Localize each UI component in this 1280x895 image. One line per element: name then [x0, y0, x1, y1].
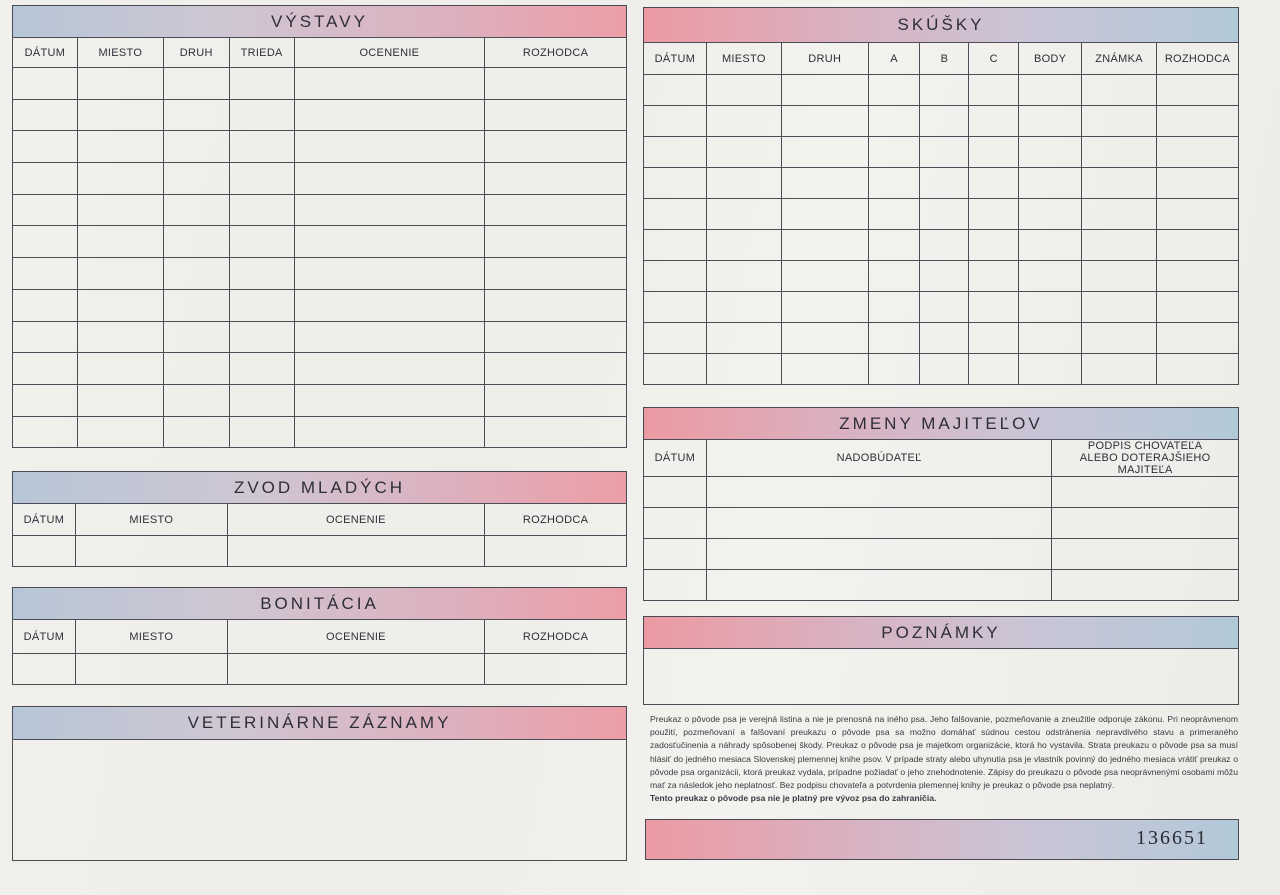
skusky-cell[interactable] — [781, 230, 868, 261]
table-row — [13, 68, 627, 100]
vystavy-cell[interactable] — [485, 131, 627, 163]
skusky-cell[interactable] — [1156, 137, 1238, 168]
vystavy-cell[interactable] — [229, 226, 294, 258]
skusky-cell[interactable] — [969, 292, 1019, 323]
vystavy-cell[interactable] — [163, 68, 229, 100]
skusky-cell[interactable] — [706, 230, 781, 261]
vystavy-cell[interactable] — [77, 99, 163, 131]
table-row — [644, 199, 1239, 230]
poznamky-section — [643, 616, 1239, 705]
skusky-cell[interactable] — [644, 199, 707, 230]
table-row — [13, 163, 627, 195]
zmeny-cell[interactable] — [706, 477, 1051, 508]
zmeny-cell[interactable] — [706, 508, 1051, 539]
table-row — [644, 539, 1239, 570]
vystavy-cell[interactable] — [229, 289, 294, 321]
veterinarne-box — [12, 739, 627, 861]
vystavy-cell[interactable] — [13, 131, 78, 163]
vystavy-header-4: OCENENIE — [294, 38, 485, 68]
zmeny-cell[interactable] — [644, 477, 707, 508]
skusky-cell[interactable] — [920, 168, 969, 199]
bonitacia-cell[interactable] — [227, 654, 485, 685]
skusky-cell[interactable] — [644, 354, 707, 385]
vystavy-cell[interactable] — [77, 353, 163, 385]
skusky-cell[interactable] — [1082, 230, 1157, 261]
skusky-cell[interactable] — [1019, 106, 1082, 137]
table-row — [644, 323, 1239, 354]
vystavy-cell[interactable] — [163, 226, 229, 258]
skusky-cell[interactable] — [1019, 354, 1082, 385]
skusky-cell[interactable] — [969, 137, 1019, 168]
bonitacia-header-2: OCENENIE — [227, 620, 485, 654]
table-row — [13, 384, 627, 416]
bonitacia-cell[interactable] — [75, 654, 227, 685]
skusky-cell[interactable] — [920, 323, 969, 354]
serial-number: 136651 — [1136, 827, 1208, 849]
vystavy-header-1: MIESTO — [77, 38, 163, 68]
vystavy-cell[interactable] — [294, 163, 485, 195]
skusky-cell[interactable] — [644, 230, 707, 261]
skusky-cell[interactable] — [920, 75, 969, 106]
skusky-cell[interactable] — [969, 230, 1019, 261]
vystavy-cell[interactable] — [294, 321, 485, 353]
skusky-cell[interactable] — [781, 106, 868, 137]
zmeny-cell[interactable] — [644, 508, 707, 539]
skusky-cell[interactable] — [1082, 354, 1157, 385]
table-row — [644, 230, 1239, 261]
skusky-cell[interactable] — [868, 199, 920, 230]
table-row — [13, 416, 627, 448]
skusky-cell[interactable] — [781, 323, 868, 354]
skusky-cell[interactable] — [868, 230, 920, 261]
skusky-header-5: C — [969, 43, 1019, 75]
vystavy-cell[interactable] — [13, 68, 78, 100]
vystavy-section — [12, 5, 627, 448]
zmeny-header-0: DÁTUM — [644, 440, 707, 477]
table-row — [13, 289, 627, 321]
zvod-cell[interactable] — [13, 536, 76, 567]
skusky-cell[interactable] — [868, 261, 920, 292]
poznamky-title: POZNÁMKY — [643, 616, 1239, 649]
skusky-header-6: BODY — [1019, 43, 1082, 75]
skusky-cell[interactable] — [1082, 261, 1157, 292]
skusky-cell[interactable] — [644, 75, 707, 106]
bonitacia-cell[interactable] — [485, 654, 627, 685]
skusky-cell[interactable] — [920, 354, 969, 385]
skusky-cell[interactable] — [706, 199, 781, 230]
skusky-cell[interactable] — [868, 106, 920, 137]
skusky-cell[interactable] — [920, 137, 969, 168]
skusky-cell[interactable] — [920, 106, 969, 137]
vystavy-cell[interactable] — [294, 384, 485, 416]
table-row — [644, 261, 1239, 292]
table-row — [644, 106, 1239, 137]
vystavy-cell[interactable] — [13, 99, 78, 131]
vystavy-header-0: DÁTUM — [13, 38, 78, 68]
vystavy-cell[interactable] — [294, 131, 485, 163]
vystavy-cell[interactable] — [229, 163, 294, 195]
table-row — [644, 570, 1239, 601]
zmeny-header-2: PODPIS CHOVATEĽA ALEBO DOTERAJŠIEHO MAJITEĽA — [1052, 440, 1239, 477]
skusky-cell[interactable] — [969, 75, 1019, 106]
table-row — [13, 654, 627, 685]
skusky-header-8: ROZHODCA — [1156, 43, 1238, 75]
vystavy-cell[interactable] — [229, 258, 294, 290]
skusky-cell[interactable] — [969, 106, 1019, 137]
vystavy-cell[interactable] — [229, 131, 294, 163]
skusky-cell[interactable] — [706, 137, 781, 168]
veterinarne-title: VETERINÁRNE ZÁZNAMY — [12, 706, 627, 740]
skusky-cell[interactable] — [644, 323, 707, 354]
table-row — [644, 477, 1239, 508]
vystavy-cell[interactable] — [485, 163, 627, 195]
skusky-header-1: MIESTO — [706, 43, 781, 75]
skusky-header-2: DRUH — [781, 43, 868, 75]
skusky-cell[interactable] — [781, 137, 868, 168]
table-row — [13, 226, 627, 258]
zvod-section — [12, 471, 627, 567]
zvod-header-3: ROZHODCA — [485, 504, 627, 536]
vystavy-cell[interactable] — [163, 384, 229, 416]
table-row — [13, 258, 627, 290]
legal-text: Preukaz o pôvode psa je verejná listina a nie je prenosná na iného psa. Jeho falšovanie, pozmeňovanie a zneužitie odporuje zákonu. Pri neoprávnenom použití, pozmeňovaní a falšovaní preukazu o pôvode psa sa možno domáhať súdnou cestou odstránenia nepravdivého stavu a primeraného zadosťučinenia a náhrady spôsobenej škody. Preukaz o pôvode psa je majetkom organizácie, ktorá ho vystavila. Strata preukazu o pôvode psa sa musí hlásiť do jedného mesiaca Slovenskej plemennej knihe psov. V prípade straty alebo uhynutia psa je vlastník povinný do jedného mesiaca vrátiť preukaz o pôvode psa organizácii, ktorá preukaz vydala, prípadne požiadať o jeho znehodnotenie. Zápisy do preukazu o pôvode psa neoprávnenými osobami môžu mať za následok jeho neplatnosť. Bez podpisu chovateľa a potvrdenia plemennej knihy je preukaz o pôvode psa neplatný. — [650, 714, 1238, 791]
skusky-cell[interactable] — [644, 292, 707, 323]
skusky-cell[interactable] — [644, 106, 707, 137]
skusky-cell[interactable] — [706, 168, 781, 199]
vystavy-cell[interactable] — [77, 226, 163, 258]
vystavy-cell[interactable] — [77, 194, 163, 226]
table-row — [13, 536, 627, 567]
skusky-cell[interactable] — [920, 199, 969, 230]
skusky-cell[interactable] — [781, 75, 868, 106]
skusky-cell[interactable] — [1156, 75, 1238, 106]
vystavy-cell[interactable] — [485, 99, 627, 131]
vystavy-cell[interactable] — [229, 416, 294, 448]
vystavy-cell[interactable] — [13, 289, 78, 321]
vystavy-cell[interactable] — [485, 194, 627, 226]
vystavy-cell[interactable] — [229, 68, 294, 100]
vystavy-cell[interactable] — [485, 353, 627, 385]
zmeny-section — [643, 407, 1239, 595]
zmeny-cell[interactable] — [706, 570, 1051, 601]
zvod-header-0: DÁTUM — [13, 504, 76, 536]
skusky-cell[interactable] — [1156, 354, 1238, 385]
vystavy-cell[interactable] — [485, 258, 627, 290]
bonitacia-cell[interactable] — [13, 654, 76, 685]
skusky-cell[interactable] — [781, 292, 868, 323]
legal-notice — [650, 713, 1238, 805]
vystavy-cell[interactable] — [163, 258, 229, 290]
table-row — [644, 168, 1239, 199]
skusky-cell[interactable] — [706, 354, 781, 385]
zvod-table — [12, 503, 627, 567]
vystavy-cell[interactable] — [294, 68, 485, 100]
vystavy-cell[interactable] — [229, 99, 294, 131]
vystavy-cell[interactable] — [77, 321, 163, 353]
skusky-header-3: A — [868, 43, 920, 75]
vystavy-cell[interactable] — [13, 163, 78, 195]
vystavy-cell[interactable] — [294, 289, 485, 321]
skusky-cell[interactable] — [920, 230, 969, 261]
table-row — [644, 354, 1239, 385]
zmeny-header-1: NADOBÚDATEĽ — [706, 440, 1051, 477]
vystavy-cell[interactable] — [294, 353, 485, 385]
skusky-cell[interactable] — [868, 292, 920, 323]
bonitacia-table — [12, 619, 627, 685]
skusky-table — [643, 42, 1239, 385]
skusky-cell[interactable] — [781, 261, 868, 292]
vystavy-cell[interactable] — [163, 194, 229, 226]
vystavy-cell[interactable] — [163, 321, 229, 353]
skusky-cell[interactable] — [1019, 261, 1082, 292]
poznamky-box — [643, 648, 1239, 705]
bonitacia-header-3: ROZHODCA — [485, 620, 627, 654]
zmeny-cell[interactable] — [1052, 477, 1239, 508]
bonitacia-section — [12, 587, 627, 685]
zvod-cell[interactable] — [75, 536, 227, 567]
skusky-cell[interactable] — [1019, 323, 1082, 354]
skusky-cell[interactable] — [781, 199, 868, 230]
vystavy-cell[interactable] — [485, 68, 627, 100]
skusky-cell[interactable] — [969, 261, 1019, 292]
skusky-cell[interactable] — [1082, 106, 1157, 137]
vystavy-cell[interactable] — [163, 99, 229, 131]
bonitacia-title: BONITÁCIA — [12, 587, 627, 620]
zvod-header-2: OCENENIE — [227, 504, 485, 536]
skusky-cell[interactable] — [1019, 230, 1082, 261]
table-row — [13, 194, 627, 226]
skusky-cell[interactable] — [706, 75, 781, 106]
serial-number-bar — [645, 819, 1239, 860]
vystavy-cell[interactable] — [77, 258, 163, 290]
zmeny-cell[interactable] — [1052, 570, 1239, 601]
vystavy-cell[interactable] — [485, 289, 627, 321]
zmeny-cell[interactable] — [1052, 508, 1239, 539]
skusky-cell[interactable] — [1082, 137, 1157, 168]
skusky-cell[interactable] — [1019, 199, 1082, 230]
table-row — [644, 137, 1239, 168]
vystavy-cell[interactable] — [163, 163, 229, 195]
skusky-cell[interactable] — [1019, 137, 1082, 168]
skusky-cell[interactable] — [781, 168, 868, 199]
skusky-cell[interactable] — [706, 106, 781, 137]
skusky-cell[interactable] — [1082, 75, 1157, 106]
table-row — [13, 353, 627, 385]
veterinarne-section — [12, 706, 627, 861]
vystavy-cell[interactable] — [13, 258, 78, 290]
zvod-title: ZVOD MLADÝCH — [12, 471, 627, 504]
skusky-cell[interactable] — [1156, 261, 1238, 292]
skusky-cell[interactable] — [1019, 75, 1082, 106]
skusky-cell[interactable] — [868, 75, 920, 106]
vystavy-cell[interactable] — [485, 321, 627, 353]
skusky-cell[interactable] — [781, 354, 868, 385]
table-row — [13, 99, 627, 131]
skusky-cell[interactable] — [1082, 168, 1157, 199]
vystavy-cell[interactable] — [77, 289, 163, 321]
zmeny-table — [643, 439, 1239, 601]
skusky-cell[interactable] — [706, 323, 781, 354]
vystavy-cell[interactable] — [13, 416, 78, 448]
vystavy-cell[interactable] — [77, 68, 163, 100]
skusky-cell[interactable] — [868, 323, 920, 354]
skusky-section — [643, 7, 1239, 384]
vystavy-cell[interactable] — [229, 384, 294, 416]
zvod-header-1: MIESTO — [75, 504, 227, 536]
table-row — [644, 508, 1239, 539]
skusky-cell[interactable] — [868, 168, 920, 199]
vystavy-table — [12, 37, 627, 448]
vystavy-cell[interactable] — [163, 353, 229, 385]
skusky-cell[interactable] — [1019, 292, 1082, 323]
vystavy-cell[interactable] — [13, 321, 78, 353]
zmeny-cell[interactable] — [644, 539, 707, 570]
vystavy-header-5: ROZHODCA — [485, 38, 627, 68]
skusky-cell[interactable] — [1156, 230, 1238, 261]
table-row — [13, 131, 627, 163]
legal-bold-notice: Tento preukaz o pôvode psa nie je platný pre vývoz psa do zahraničia. — [650, 793, 937, 804]
vystavy-cell[interactable] — [77, 384, 163, 416]
skusky-cell[interactable] — [644, 168, 707, 199]
skusky-cell[interactable] — [1019, 168, 1082, 199]
vystavy-cell[interactable] — [163, 416, 229, 448]
skusky-cell[interactable] — [969, 168, 1019, 199]
skusky-cell[interactable] — [868, 354, 920, 385]
vystavy-cell[interactable] — [229, 353, 294, 385]
skusky-cell[interactable] — [1156, 292, 1238, 323]
vystavy-cell[interactable] — [485, 226, 627, 258]
skusky-cell[interactable] — [1082, 323, 1157, 354]
skusky-cell[interactable] — [868, 137, 920, 168]
zvod-cell[interactable] — [227, 536, 485, 567]
skusky-cell[interactable] — [1082, 199, 1157, 230]
skusky-cell[interactable] — [706, 261, 781, 292]
bonitacia-header-1: MIESTO — [75, 620, 227, 654]
vystavy-header-2: DRUH — [163, 38, 229, 68]
skusky-cell[interactable] — [644, 261, 707, 292]
skusky-header-0: DÁTUM — [644, 43, 707, 75]
vystavy-cell[interactable] — [13, 226, 78, 258]
vystavy-cell[interactable] — [229, 194, 294, 226]
vystavy-cell[interactable] — [485, 384, 627, 416]
table-row — [644, 75, 1239, 106]
vystavy-cell[interactable] — [163, 131, 229, 163]
vystavy-cell[interactable] — [163, 289, 229, 321]
vystavy-cell[interactable] — [77, 416, 163, 448]
skusky-cell[interactable] — [1156, 323, 1238, 354]
vystavy-title: VÝSTAVY — [12, 5, 627, 38]
zvod-cell[interactable] — [485, 536, 627, 567]
skusky-cell[interactable] — [920, 261, 969, 292]
skusky-cell[interactable] — [969, 354, 1019, 385]
vystavy-cell[interactable] — [485, 416, 627, 448]
vystavy-cell[interactable] — [294, 99, 485, 131]
vystavy-cell[interactable] — [294, 416, 485, 448]
skusky-cell[interactable] — [920, 292, 969, 323]
zmeny-cell[interactable] — [1052, 539, 1239, 570]
vystavy-cell[interactable] — [294, 226, 485, 258]
vystavy-cell[interactable] — [77, 163, 163, 195]
zmeny-cell[interactable] — [706, 539, 1051, 570]
zmeny-title: ZMENY MAJITEĽOV — [643, 407, 1239, 440]
skusky-title: SKÚŠKY — [643, 7, 1239, 43]
vystavy-cell[interactable] — [229, 321, 294, 353]
skusky-cell[interactable] — [644, 137, 707, 168]
skusky-cell[interactable] — [1156, 106, 1238, 137]
zmeny-cell[interactable] — [644, 570, 707, 601]
table-row — [644, 292, 1239, 323]
skusky-cell[interactable] — [969, 323, 1019, 354]
vystavy-cell[interactable] — [13, 384, 78, 416]
skusky-header-4: B — [920, 43, 969, 75]
skusky-cell[interactable] — [1156, 168, 1238, 199]
skusky-cell[interactable] — [1082, 292, 1157, 323]
vystavy-cell[interactable] — [13, 353, 78, 385]
skusky-header-7: ZNÁMKA — [1082, 43, 1157, 75]
skusky-cell[interactable] — [706, 292, 781, 323]
table-row — [13, 321, 627, 353]
vystavy-cell[interactable] — [13, 194, 78, 226]
vystavy-header-3: TRIEDA — [229, 38, 294, 68]
vystavy-cell[interactable] — [294, 258, 485, 290]
vystavy-cell[interactable] — [294, 194, 485, 226]
bonitacia-header-0: DÁTUM — [13, 620, 76, 654]
vystavy-cell[interactable] — [77, 131, 163, 163]
skusky-cell[interactable] — [969, 199, 1019, 230]
skusky-cell[interactable] — [1156, 199, 1238, 230]
